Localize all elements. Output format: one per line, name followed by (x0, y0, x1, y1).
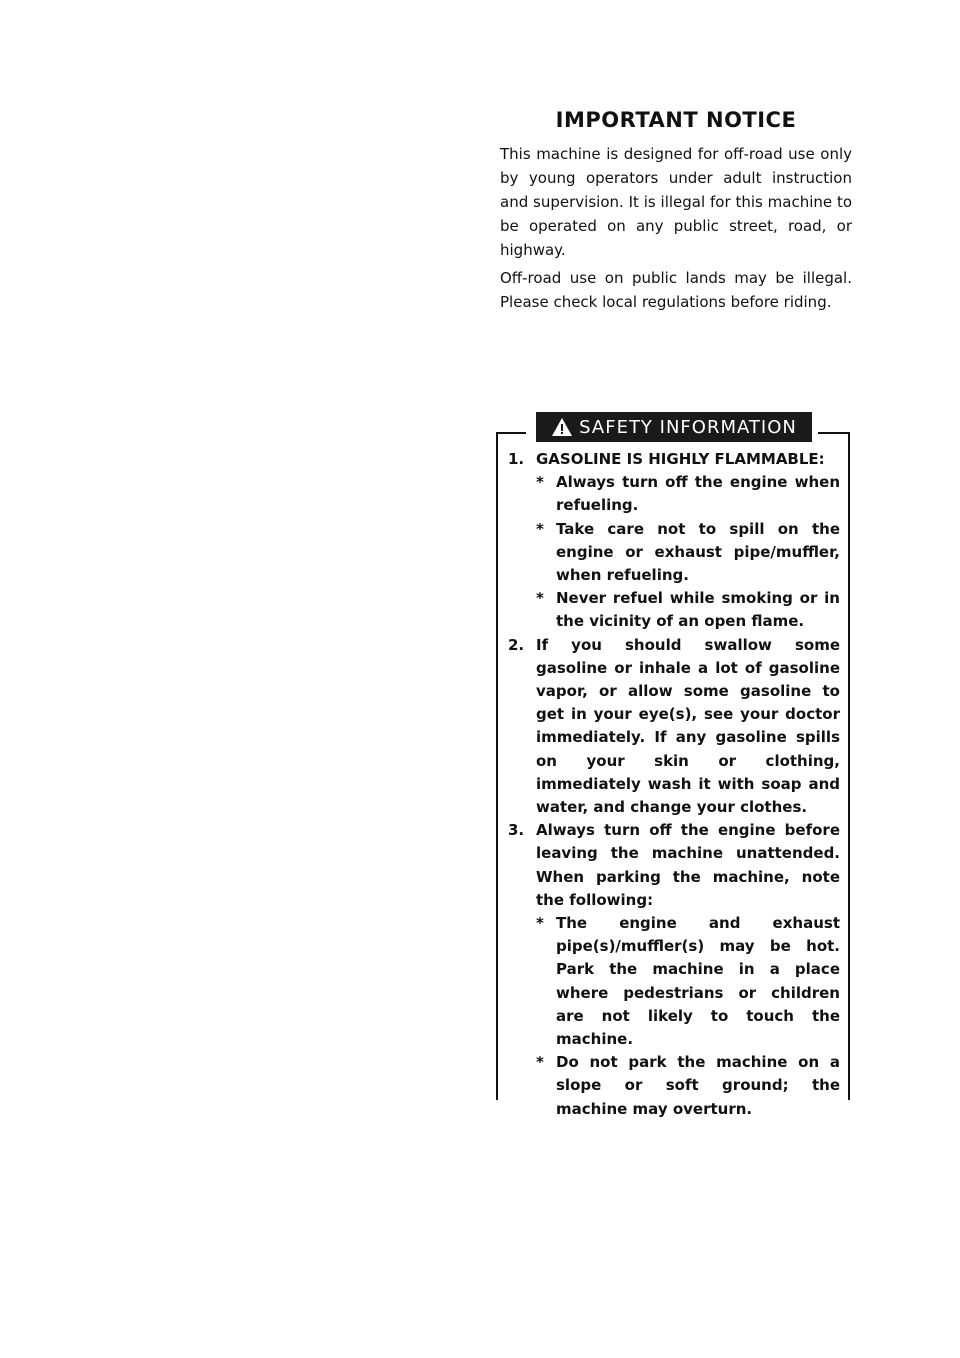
notice-paragraph-1: This machine is designed for off-road use only by young operators under adult instruction and supervision. It is illegal for this machine to be operated on any public street, road, or highway. (500, 145, 852, 259)
asterisk-marker: * (536, 589, 544, 608)
important-notice (500, 108, 852, 318)
item-text: If you should swallow some gasoline or inhale a lot of gasoline vapor, or allow some gasoline to get in your eye(s), see your doctor immediately. If any gasoline spills on your skin or clothing, immediately wash it with soap and water, and change your clothes. (536, 635, 840, 817)
safety-information-box (496, 406, 850, 1118)
warning-triangle-icon (551, 417, 573, 437)
box-border-left (496, 432, 498, 1100)
sub-item-text: Do not park the machine on a slope or soft ground; the machine may overturn. (556, 1053, 840, 1118)
safety-list (508, 448, 840, 1121)
box-border-top-left (496, 432, 526, 434)
notice-title: IMPORTANT NOTICE (555, 108, 797, 132)
asterisk-marker: * (536, 1053, 544, 1072)
sub-item (536, 518, 840, 588)
item-text: Always turn off the engine before leaving the machine unattended. When parking the machine, note the following: (536, 821, 840, 909)
safety-item-3 (508, 819, 840, 1121)
item-number: 3. (508, 821, 525, 840)
sub-item-text: Take care not to spill on the engine or exhaust pipe/muffler, when refueling. (556, 519, 840, 585)
notice-paragraph-2: Off-road use on public lands may be illegal. Please check local regulations before riding. (500, 269, 852, 311)
sub-item (536, 1051, 840, 1121)
sub-item (536, 912, 840, 1051)
box-border-top-right (818, 432, 850, 434)
safety-item-2 (508, 634, 840, 820)
sub-item (536, 471, 840, 517)
safety-item-1 (508, 448, 840, 634)
safety-banner-text: SAFETY INFORMATION (579, 416, 797, 438)
asterisk-marker: * (536, 519, 544, 538)
item-number: 1. (508, 450, 525, 468)
asterisk-marker: * (536, 914, 544, 933)
sub-item (536, 587, 840, 633)
asterisk-marker: * (536, 473, 544, 492)
safety-banner (536, 412, 812, 442)
item-number: 2. (508, 635, 525, 654)
box-border-right (848, 432, 850, 1100)
sub-item-text: The engine and exhaust pipe(s)/muffler(s) may be hot. Park the machine in a place where pedestrians or children are not likely to touch the machine. (556, 914, 840, 1049)
item-text: GASOLINE IS HIGHLY FLAMMABLE: (536, 450, 825, 468)
sub-item-text: Never refuel while smoking or in the vicinity of an open flame. (556, 589, 840, 631)
sub-item-text: Always turn off the engine when refueling. (556, 473, 840, 515)
